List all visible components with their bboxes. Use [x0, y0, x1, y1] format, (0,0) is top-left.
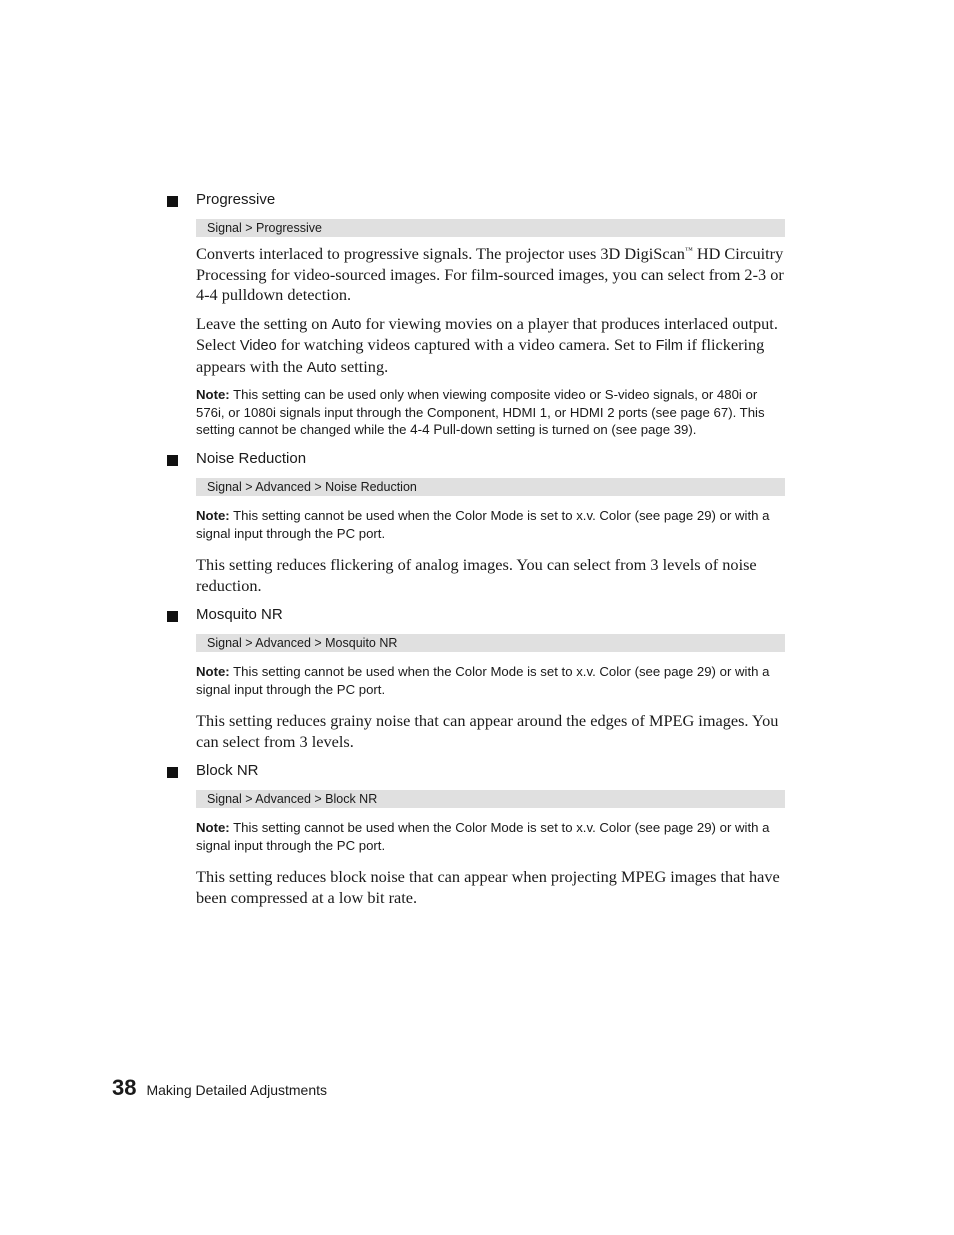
section-mosquito-nr	[167, 606, 787, 752]
text-run: This setting cannot be used when the Color Mode is set to x.v. Color (see page 29) or with a signal input through the PC port.	[196, 664, 770, 697]
text-run: This setting cannot be used when the Color Mode is set to x.v. Color (see page 29) or with a signal input through the PC port.	[196, 820, 770, 853]
note-paragraph	[196, 507, 788, 542]
ui-term: 4-4 Pull-down	[410, 422, 493, 437]
body-paragraph: This setting reduces block noise that can appear when projecting MPEG images that have been compressed at a low bit rate.	[196, 867, 780, 907]
section-heading	[167, 450, 787, 472]
section-block-nr	[167, 762, 787, 908]
menu-path: Signal > Progressive	[207, 221, 322, 235]
text-run: Converts interlaced to progressive signals. The projector uses 3D DigiScan	[196, 244, 685, 263]
square-bullet-icon	[167, 767, 178, 778]
note-paragraph	[196, 386, 788, 439]
text-run: Leave the setting on	[196, 313, 332, 333]
square-bullet-icon	[167, 196, 178, 207]
menu-path-bar	[196, 634, 785, 652]
page-footer	[112, 1075, 327, 1101]
text-run: for watching videos captured with a video camera. Set to	[276, 335, 656, 354]
text-run: This setting cannot be used when the Color Mode is set to x.v. Color (see page 29) or with a signal input through the PC port.	[196, 508, 770, 541]
section-heading	[167, 762, 787, 784]
trademark-symbol: ™	[684, 245, 693, 255]
heading-title: Mosquito NR	[196, 606, 283, 623]
note-label: Note:	[196, 387, 230, 402]
menu-path: Signal > Advanced > Mosquito NR	[207, 636, 398, 650]
note-label: Note:	[196, 508, 230, 523]
body-paragraph: This setting reduces grainy noise that can appear around the edges of MPEG images. You can select from 3 levels.	[196, 711, 779, 751]
ui-term: Auto	[306, 359, 337, 376]
chapter-title: Making Detailed Adjustments	[146, 1082, 328, 1098]
section-noise-reduction	[167, 450, 787, 596]
note-paragraph	[196, 663, 788, 698]
section-heading	[167, 191, 787, 213]
square-bullet-icon	[167, 611, 178, 622]
menu-path: Signal > Advanced > Block NR	[207, 792, 378, 806]
note-label: Note:	[196, 820, 230, 835]
text-run: for viewing movies on a player that produces interlaced output. Select	[196, 313, 778, 354]
menu-path: Signal > Advanced > Noise Reduction	[207, 480, 417, 494]
section-heading	[167, 606, 787, 628]
heading-title: Progressive	[196, 191, 276, 208]
heading-title: Noise Reduction	[196, 450, 307, 467]
menu-path-bar	[196, 219, 785, 237]
note-paragraph	[196, 819, 788, 854]
ui-term: Auto	[331, 316, 362, 333]
note-label: Note:	[196, 664, 230, 679]
ui-term: Video	[239, 338, 277, 354]
body-paragraph	[196, 314, 786, 379]
text-run: This setting can be used only when viewing composite video or S-video signals, or 480i or 576i, or 1080i signals input through the Component, HDMI 1, or HDMI 2 ports (see page 67). This setting cannot be changed while the	[196, 387, 765, 437]
page-number: 38	[112, 1075, 137, 1100]
text-run: setting.	[336, 356, 389, 376]
heading-title: Block NR	[196, 762, 259, 779]
section-progressive	[167, 191, 787, 439]
text-run: if flickering appears with the	[196, 335, 765, 376]
body-paragraph	[196, 244, 786, 306]
square-bullet-icon	[167, 455, 178, 466]
text-run: setting is turned on (see page 39).	[492, 422, 697, 437]
text-run: HD Circuitry Processing for video-sourced images. For film-sourced images, you can select from 2-3 or 4-4 pulldown detection.	[196, 244, 784, 304]
body-paragraph: This setting reduces flickering of analog images. You can select from 3 levels of noise reduction.	[196, 555, 757, 595]
ui-term: Film	[655, 338, 683, 354]
menu-path-bar	[196, 478, 785, 496]
menu-path-bar	[196, 790, 785, 808]
